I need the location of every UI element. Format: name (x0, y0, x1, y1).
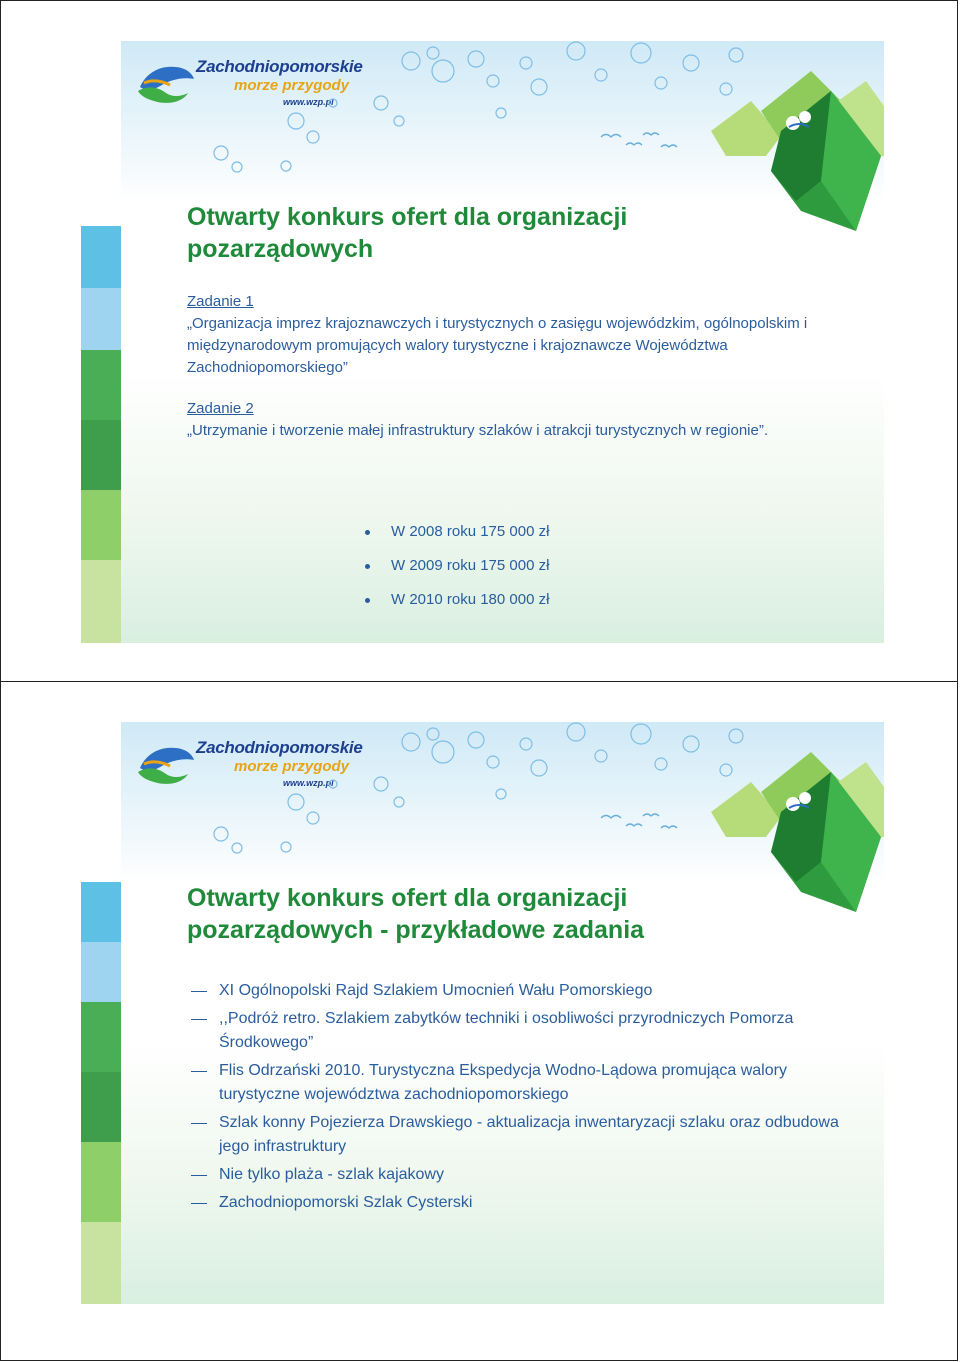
list-item-text: Flis Odrzański 2010. Turystyczna Ekspedycja Wodno-Lądowa promująca walory turystyczne województwa zachodniopomorskiego (219, 1062, 787, 1103)
list-item (361, 521, 549, 555)
task-1 (187, 291, 827, 379)
task-2 (187, 398, 827, 442)
slide-title-line: Otwarty konkurs ofert dla organizacji (187, 884, 628, 912)
list-item-text: ,,Podróż retro. Szlakiem zabytków techniki i osobliwości przyrodniczych Pomorza Środkowego” (219, 1010, 794, 1051)
list-item-text: W 2008 roku 175 000 zł (391, 523, 550, 540)
page-2 (0, 681, 958, 1361)
dash-bullet-icon (191, 1203, 207, 1204)
stripe-segment (81, 1222, 121, 1304)
example-tasks-list (187, 979, 847, 1219)
slide-2 (81, 722, 884, 1304)
list-item (187, 1163, 847, 1187)
slide-1 (81, 41, 884, 643)
bullet-icon (365, 564, 370, 569)
stripe-segment (81, 420, 121, 490)
stripe-segment (81, 226, 121, 288)
list-item (361, 555, 549, 589)
list-item (361, 589, 549, 623)
list-item-text: Szlak konny Pojezierza Drawskiego - aktualizacja inwentaryzacji szlaku oraz odbudowa jego infrastruktury (219, 1114, 839, 1155)
list-item-text: W 2010 roku 180 000 zł (391, 591, 550, 608)
stripe-segment (81, 490, 121, 560)
paper-boats-illustration (681, 742, 884, 932)
task-description: „Organizacja imprez krajoznawczych i turystycznych o zasięgu wojewódzkim, ogólnopolskim i międzynarodowym promujących walory turystyczne i krajoznawcze Województwa Zachodniopomorskiego” (187, 315, 808, 376)
list-item (187, 1059, 847, 1107)
slide-title-line: pozarządowych - przykładowe zadania (187, 916, 645, 944)
dash-bullet-icon (191, 1019, 207, 1020)
stripe-segment (81, 1072, 121, 1142)
list-item (187, 1191, 847, 1215)
slide-title (187, 882, 644, 946)
list-item-text: W 2009 roku 175 000 zł (391, 557, 550, 574)
dash-bullet-icon (191, 1123, 207, 1124)
brand-tagline: morze przygody (234, 758, 350, 775)
page-1 (0, 0, 958, 682)
slide-title-line: Otwarty konkurs ofert dla organizacji (187, 203, 628, 231)
list-item-text: Zachodniopomorski Szlak Cysterski (219, 1194, 473, 1211)
list-item-text: Nie tylko plaża - szlak kajakowy (219, 1166, 444, 1183)
stripe-segment (81, 1002, 121, 1072)
stripe-segment (81, 560, 121, 643)
brand-url: www.wzp.pl (283, 97, 334, 107)
stripe-segment (81, 942, 121, 1002)
brand-url: www.wzp.pl (283, 778, 334, 788)
list-item-text: XI Ogólnopolski Rajd Szlakiem Umocnień Wału Pomorskiego (219, 982, 653, 999)
dash-bullet-icon (191, 1071, 207, 1072)
brand-tagline: morze przygody (234, 77, 350, 94)
dash-bullet-icon (191, 991, 207, 992)
stripe-segment (81, 350, 121, 420)
stripe-segment (81, 288, 121, 350)
task-description: „Utrzymanie i tworzenie małej infrastruktury szlaków i atrakcji turystycznych w regionie”. (187, 422, 769, 439)
bullet-icon (365, 598, 370, 603)
slide-title (187, 201, 627, 265)
task-label: Zadanie 2 (187, 400, 254, 417)
stripe-segment (81, 1142, 121, 1222)
list-item (187, 979, 847, 1003)
list-item (187, 1007, 847, 1055)
brand-name: Zachodniopomorskie (196, 738, 363, 757)
bullet-icon (365, 530, 370, 535)
task-label: Zadanie 1 (187, 293, 254, 310)
slide-title-line: pozarządowych (187, 235, 374, 263)
budget-list (361, 521, 549, 623)
brand-name: Zachodniopomorskie (196, 57, 363, 76)
list-item (187, 1111, 847, 1159)
dash-bullet-icon (191, 1175, 207, 1176)
paper-boats-illustration (681, 61, 884, 251)
